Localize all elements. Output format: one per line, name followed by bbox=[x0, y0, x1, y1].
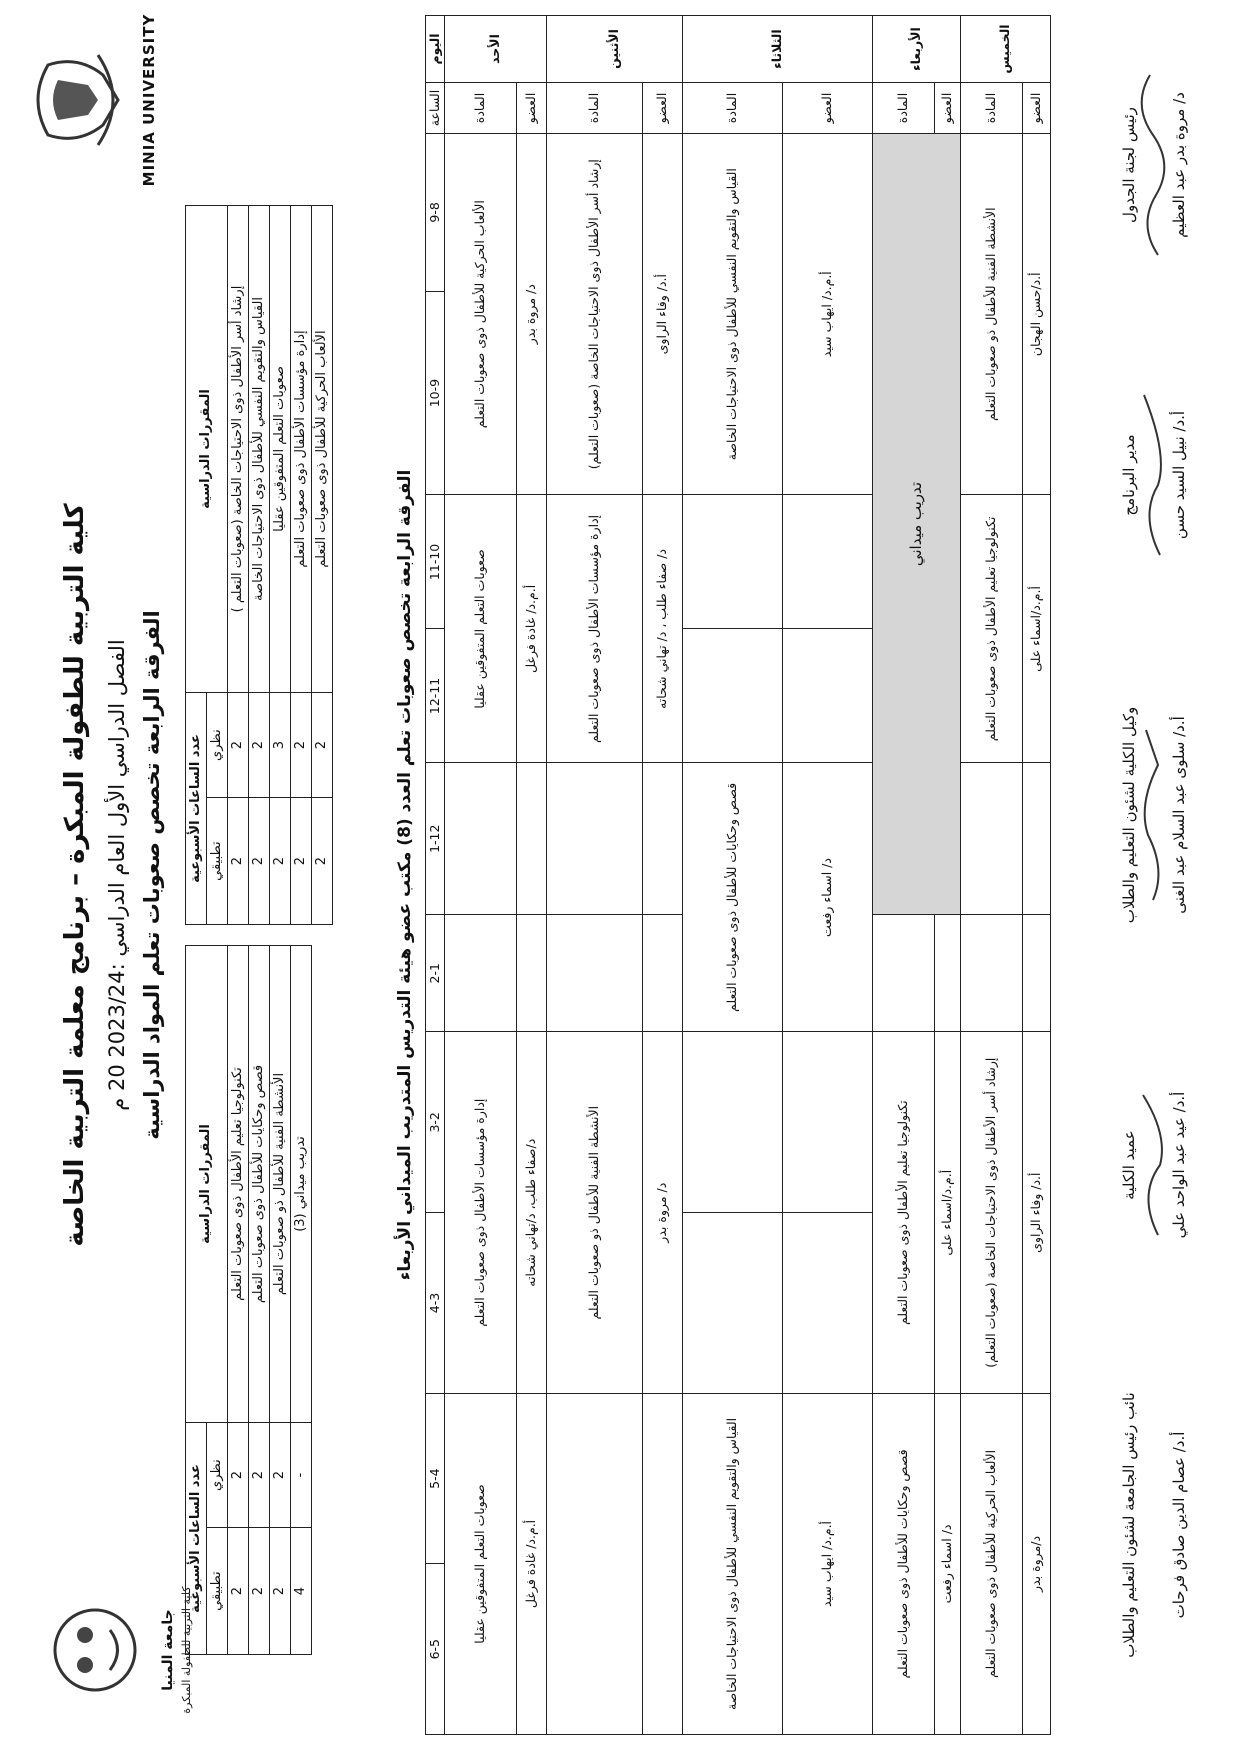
day-sunday: الأحد bbox=[444, 16, 546, 83]
semester-line: الفصل الدراسي الأول العام الدراسي :2023/24 20 م bbox=[105, 639, 129, 1111]
course-theory: 2 bbox=[228, 693, 249, 798]
schedule-cell: د/ مروة بدر bbox=[516, 134, 546, 495]
schedule-cell bbox=[546, 915, 642, 1032]
course-practical: 2 bbox=[270, 798, 291, 925]
row-label-member: العضو bbox=[934, 83, 960, 134]
schedule-cell: أ.د/حسن الهجان bbox=[1022, 134, 1050, 495]
schedule-row-member bbox=[642, 16, 682, 1735]
signature-title: وكيل الكلية لشئون التعليم والطلاب bbox=[1120, 706, 1138, 924]
slot-header: 12-11 bbox=[426, 629, 445, 763]
course-practical: 4 bbox=[291, 1528, 312, 1655]
course-theory: 3 bbox=[270, 693, 291, 798]
course-practical: 2 bbox=[249, 798, 270, 925]
signature-scribble-icon bbox=[1138, 715, 1168, 915]
schedule-cell: د/ اسماء رفعت bbox=[782, 763, 872, 1032]
course-theory: 2 bbox=[228, 1423, 249, 1528]
signature-block bbox=[1120, 635, 1188, 995]
schedule-cell bbox=[782, 1213, 872, 1394]
schedule-cell: تكنولوجيا تعليم الأطفال ذوى صعوبات التعلم bbox=[872, 1032, 934, 1393]
table-row bbox=[291, 946, 312, 1655]
row-label-subject: المادة bbox=[960, 83, 1022, 134]
schedule-cell: أ.د/ وفاء الراوى bbox=[642, 134, 682, 495]
faculty-name-arabic: كلية التربية للطفولة المبكرة bbox=[180, 1586, 193, 1714]
schedule-cell: أ.م.د/اسماء على bbox=[1022, 495, 1050, 763]
slot-header: 6-5 bbox=[426, 1564, 445, 1735]
schedule-cell: صعوبات التعلم المتفوقين عقليا bbox=[444, 1393, 516, 1734]
schedule-cell: د/ صفاء طلب ، د/ تهاني شحاته bbox=[642, 495, 682, 763]
schedule-cell bbox=[934, 915, 960, 1032]
table-row bbox=[312, 206, 333, 925]
course-name: إدارة مؤسسات الأطفال ذوى صعوبات التعلم bbox=[291, 206, 312, 693]
day-wednesday: الأربعاء bbox=[872, 16, 960, 83]
schedule-cell bbox=[682, 1032, 782, 1213]
schedule-cell bbox=[546, 1393, 642, 1734]
signature-block bbox=[1120, 1015, 1188, 1315]
schedule-cell: صعوبات التعلم المتفوقين عقليا bbox=[444, 495, 516, 763]
faculty-emblem-icon bbox=[40, 1585, 160, 1715]
table-row bbox=[249, 206, 270, 925]
col-practical: تطبيقي bbox=[207, 1528, 228, 1655]
schedule-cell: تكنولوجيا تعليم الأطفال ذوى صعوبات التعلم bbox=[960, 495, 1022, 763]
signature-title: نائب رئيس الجامعة لشئون التعليم والطلاب bbox=[1120, 1392, 1138, 1658]
schedule-cell: أ.م.د/ ايهاب سيد bbox=[782, 134, 872, 495]
university-name-latin: MINIA UNIVERSITY bbox=[140, 13, 158, 187]
schedule-cell bbox=[516, 915, 546, 1032]
signature-scribble-icon bbox=[1138, 375, 1168, 575]
table-row bbox=[228, 946, 249, 1655]
course-name: تدريب ميداني (3) bbox=[291, 946, 312, 1423]
handwritten-signature bbox=[1138, 1335, 1170, 1715]
schedule-cell: قصص وحكايات للأطفال ذوى صعوبات التعلم bbox=[872, 1393, 934, 1734]
handwritten-signature bbox=[1138, 1015, 1170, 1315]
schedule-cell: الألعاب الحركية للأطفال ذوى صعوبات التعلم bbox=[960, 1393, 1022, 1734]
row-label-subject: المادة bbox=[682, 83, 782, 134]
signature-scribble-icon bbox=[1138, 65, 1168, 265]
courses-table-right bbox=[185, 205, 333, 925]
col-courses: المقررات الدراسية bbox=[186, 946, 228, 1423]
course-theory: 2 bbox=[270, 1423, 291, 1528]
schedule-row-subject bbox=[872, 16, 934, 1735]
schedule-row-subject bbox=[546, 16, 642, 1735]
table-row bbox=[228, 206, 249, 925]
page-title: كلية التربية للطفولة المبكرة – برنامج معلمة التربية الخاصة bbox=[60, 503, 90, 1247]
university-emblem-icon bbox=[28, 25, 158, 175]
corner-time: الساعة bbox=[426, 83, 445, 134]
university-logo bbox=[28, 25, 158, 175]
course-practical: 2 bbox=[249, 1528, 270, 1655]
slot-header: 4-3 bbox=[426, 1213, 445, 1394]
course-practical: 2 bbox=[270, 1528, 291, 1655]
col-hours: عدد الساعات الأسبوعية bbox=[186, 693, 207, 925]
schedule-cell bbox=[682, 1213, 782, 1394]
table-row bbox=[249, 946, 270, 1655]
schedule-cell bbox=[642, 1393, 682, 1734]
signature-name: د/ مروة بدر عبد العظيم bbox=[1170, 92, 1188, 238]
course-practical: 2 bbox=[228, 1528, 249, 1655]
schedule-cell: د/صفاء طلب، د/تهاني شحاته bbox=[516, 1032, 546, 1393]
signature-title: مدير البرنامج bbox=[1120, 434, 1138, 516]
course-name: قصص وحكايات للأطفال ذوى صعوبات التعلم bbox=[249, 946, 270, 1423]
signature-title: رئيس لجنة الجدول bbox=[1120, 107, 1138, 223]
schedule-cell: القياس والتقويم النفسي للأطفال ذوى الاحتياجات الخاصة bbox=[682, 1393, 782, 1734]
faculty-logo bbox=[40, 1585, 160, 1715]
schedule-cell bbox=[444, 915, 516, 1032]
table-row bbox=[270, 946, 291, 1655]
field-training-cell: تدريب ميداني bbox=[872, 134, 960, 915]
schedule-cell bbox=[546, 763, 642, 915]
col-courses: المقررات الدراسية bbox=[186, 206, 228, 693]
schedule-cell: القياس والتقويم النفسي للأطفال ذوى الاحتياجات الخاصة bbox=[682, 134, 782, 495]
col-practical: تطبيقي bbox=[207, 798, 228, 925]
schedule-cell: الألعاب الحركية للأطفال ذوى صعوبات التعلم bbox=[444, 134, 516, 495]
row-label-member: العضو bbox=[642, 83, 682, 134]
schedule-cell: د/ اسماء رفعت bbox=[934, 1393, 960, 1734]
course-theory: 2 bbox=[312, 693, 333, 798]
schedule-table bbox=[425, 15, 1051, 1735]
course-name: إرشاد أسر الأطفال ذوى الاحتياجات الخاصة (صعوبات التعلم ) bbox=[228, 206, 249, 693]
slot-header: 5-4 bbox=[426, 1393, 445, 1563]
signature-name: أ.د/ عصام الدين صادق فرحات bbox=[1170, 1431, 1188, 1619]
schedule-cell bbox=[960, 763, 1022, 915]
schedule-cell bbox=[782, 495, 872, 629]
signature-name: أ.د/ نبيل السيد حسن bbox=[1170, 410, 1188, 540]
table-row bbox=[270, 206, 291, 925]
schedule-row-member bbox=[516, 16, 546, 1735]
schedule-cell bbox=[1022, 763, 1050, 915]
schedule-cell: إدارة مؤسسات الأطفال ذوى صعوبات التعلم bbox=[444, 1032, 516, 1393]
course-theory: 2 bbox=[249, 1423, 270, 1528]
slot-header: 11-10 bbox=[426, 495, 445, 629]
schedule-cell: قصص وحكايات للأطفال ذوى صعوبات التعلم bbox=[682, 763, 782, 1032]
courses-title: الفرقة الرابعة تخصص صعوبات تعلم المواد الدراسية bbox=[140, 610, 164, 1140]
schedule-row-member bbox=[1022, 16, 1050, 1735]
schedule-row-subject bbox=[444, 16, 516, 1735]
row-label-subject: المادة bbox=[546, 83, 642, 134]
course-theory: 2 bbox=[291, 693, 312, 798]
schedule-cell bbox=[782, 1032, 872, 1213]
schedule-cell bbox=[872, 915, 934, 1032]
schedule-row-subject bbox=[682, 16, 782, 1735]
schedule-cell: إرشاد أسر الأطفال ذوى الاحتياجات الخاصة (صعوبات التعلم) bbox=[960, 1032, 1022, 1393]
course-practical: 2 bbox=[228, 798, 249, 925]
day-monday: الأثنين bbox=[546, 16, 682, 83]
schedule-cell: إرشاد أسر الأطفال ذوى الاحتياجات الخاصة (صعوبات التعلم) bbox=[546, 134, 642, 495]
schedule-cell bbox=[642, 915, 682, 1032]
schedule-title: الفرقة الرابعة تخصص صعوبات تعلم العدد (8) مكتب عضو هيئة التدريس المتدريب الميداني الأربعاء bbox=[395, 469, 415, 1281]
schedule-cell bbox=[444, 763, 516, 915]
schedule-cell: أ.م.د/ غادة فرغل bbox=[516, 1393, 546, 1734]
col-hours: عدد الساعات الأسبوعية bbox=[186, 1423, 207, 1655]
col-theory: نظري bbox=[207, 1423, 228, 1528]
schedule-cell bbox=[960, 915, 1022, 1032]
handwritten-signature bbox=[1138, 635, 1170, 995]
course-name: القياس والتقويم النفسي للأطفال ذوى الاحتياجات الخاصة bbox=[249, 206, 270, 693]
slot-header: 9-8 bbox=[426, 134, 445, 292]
course-name: تكنولوجيا تعليم الأطفال ذوى صعوبات التعلم bbox=[228, 946, 249, 1423]
signature-name: أ.د/ سلوى عبد السلام عبد الغنى bbox=[1170, 716, 1188, 914]
courses-table-left bbox=[185, 945, 312, 1655]
course-theory: - bbox=[291, 1423, 312, 1528]
schedule-cell bbox=[682, 495, 782, 629]
schedule-row-member bbox=[782, 16, 872, 1735]
slot-header: 1-12 bbox=[426, 763, 445, 915]
table-row bbox=[291, 206, 312, 925]
course-name: الأنشطة الفنية للأطفال ذو صعوبات التعلم bbox=[270, 946, 291, 1423]
schedule-cell bbox=[642, 763, 682, 915]
signature-title: عميد الكلية bbox=[1120, 1130, 1138, 1200]
schedule-cell bbox=[1022, 915, 1050, 1032]
row-label-member: العضو bbox=[516, 83, 546, 134]
schedule-cell bbox=[516, 763, 546, 915]
slot-header: 2-1 bbox=[426, 915, 445, 1032]
row-label-member: العضو bbox=[1022, 83, 1050, 134]
slot-header: 3-2 bbox=[426, 1032, 445, 1213]
schedule-cell: د/ مروة بدر bbox=[642, 1032, 682, 1393]
course-practical: 2 bbox=[312, 798, 333, 925]
schedule-cell: د/مروة بدر bbox=[1022, 1393, 1050, 1734]
course-practical: 2 bbox=[291, 798, 312, 925]
row-label-subject: المادة bbox=[872, 83, 934, 134]
schedule-cell: إدارة مؤسسات الأطفال ذوى صعوبات التعلم bbox=[546, 495, 642, 763]
row-label-member: العضو bbox=[782, 83, 872, 134]
course-theory: 2 bbox=[249, 693, 270, 798]
schedule-cell: أ.م.د/ ايهاب سيد bbox=[782, 1393, 872, 1734]
col-theory: نظري bbox=[207, 693, 228, 798]
signature-scribble-icon bbox=[1138, 1065, 1168, 1265]
schedule-cell: الأنشطة الفنية للأطفال ذو صعوبات التعلم bbox=[960, 134, 1022, 495]
course-name: صعوبات التعلم المتفوقين عقليا bbox=[270, 206, 291, 693]
signature-block bbox=[1120, 335, 1188, 615]
schedule-cell bbox=[782, 629, 872, 763]
handwritten-signature bbox=[1138, 15, 1170, 315]
day-tuesday: الثلاثاء bbox=[682, 16, 872, 83]
course-name: الألعاب الحركية للأطفال ذوى صعوبات التعلم bbox=[312, 206, 333, 693]
university-name-arabic: جامعة المنيا bbox=[160, 1609, 176, 1691]
schedule-cell: الأنشطة الفنية للأطفال ذو صعوبات التعلم bbox=[546, 1032, 642, 1393]
row-label-subject: المادة bbox=[444, 83, 516, 134]
signature-block bbox=[1120, 1335, 1188, 1715]
schedule-cell: أ.م.د/ غادة فرغل bbox=[516, 495, 546, 763]
signature-block bbox=[1120, 15, 1188, 315]
corner-day: اليوم bbox=[426, 16, 445, 83]
signature-name: أ.د/ عيد عبد الواحد علي bbox=[1170, 1091, 1188, 1239]
schedule-row-subject bbox=[960, 16, 1022, 1735]
day-thursday: الخميس bbox=[960, 16, 1050, 83]
schedule-cell bbox=[682, 629, 782, 763]
slot-header: 10-9 bbox=[426, 291, 445, 495]
handwritten-signature bbox=[1138, 335, 1170, 615]
schedule-cell: أ.د/ وفاء الراوى bbox=[1022, 1032, 1050, 1393]
schedule-cell: أ.م.د/اسماء على bbox=[934, 1032, 960, 1393]
